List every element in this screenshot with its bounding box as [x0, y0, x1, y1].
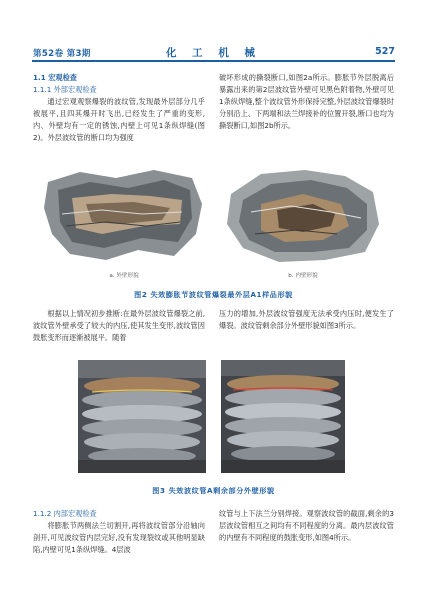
paragraph: 将膨胀节两侧法兰切割开,再将波纹管部分沿轴向剖开,可见波纹管内层完好,没有发现裂纹或其他明显缺陷,内壁可见1条纵焊缝。4层波 — [33, 521, 205, 555]
figure-2-caption: 图2 失效膨胀节波纹管爆裂最外层A1样品形貌 — [134, 290, 293, 299]
figure-3-caption: 图3 失效波纹管A剩余部分外壁形貌 — [152, 486, 275, 495]
paragraph: 破坏形成的撕裂断口,如图2a所示。膨胀节外层脱离后暴露出来的第2层波纹管外壁可见黑色附着物,外壁可见1条纵焊缝,整个波纹管外形保持完整,外层波纹管爆裂时分别沿上、下两端和法兰焊接补的位置开裂,断口也均为撕裂断口,如图2b所示。 — [219, 73, 394, 131]
subsection-heading: 1.1.2 内部宏观检查 — [33, 509, 97, 518]
page-header — [0, 0, 427, 62]
paragraph: 纹管与上下法兰分别焊接。观察波纹管的截面,剩余的3层波纹管相互之间均有不同程度的分离。最内层波纹管的内壁有不同程度的鼓胀变形,如图4所示。 — [219, 509, 394, 543]
section-1-left-column — [33, 72, 205, 145]
page-number: 527 — [375, 46, 395, 57]
header-rule — [32, 60, 395, 62]
paragraph: 通过宏观观察爆裂的波纹管,发现最外层部分几乎被展平,且四其爆开时飞出,已经发生了严重的变形,内、外壁均有一定的锈蚀,内壁上可见1条纵焊缝(图2)。外层波纹管的断口均为强度 — [33, 97, 205, 143]
paragraph: 根据以上情况初步推断:在最外层波纹管爆裂之前,波纹管外壁承受了较大的内压,使其发生变形,波纹管因鼓胀变形而逐渐被展平。随着 — [33, 309, 205, 343]
figure-3-right-photo — [221, 360, 345, 473]
middle-right-column — [219, 308, 394, 332]
figure-2a-photo — [42, 164, 206, 268]
figure-2a-label: a. 外壁形貌 — [109, 273, 139, 279]
journal-title: 化 工 机 械 — [166, 47, 261, 59]
paragraph: 压力的增加,外层波纹管强度无法承受内压时,便发生了爆裂。波纹管剩余部分外壁形貌如图3所示。 — [219, 309, 394, 331]
figure-2b-photo — [221, 164, 385, 268]
section-heading: 1.1 宏观检查 — [33, 73, 77, 82]
subsection-heading: 1.1.1 外部宏观检查 — [33, 85, 97, 95]
middle-left-column — [33, 308, 205, 344]
section-1-right-column — [219, 72, 394, 132]
section-2-left-column — [33, 508, 205, 556]
figure-3-left-photo — [78, 360, 206, 473]
journal-volume: 第52卷 第3期 — [33, 49, 91, 59]
figure-2b-label: b. 内壁形貌 — [288, 273, 318, 279]
section-2-right-column — [219, 508, 394, 544]
